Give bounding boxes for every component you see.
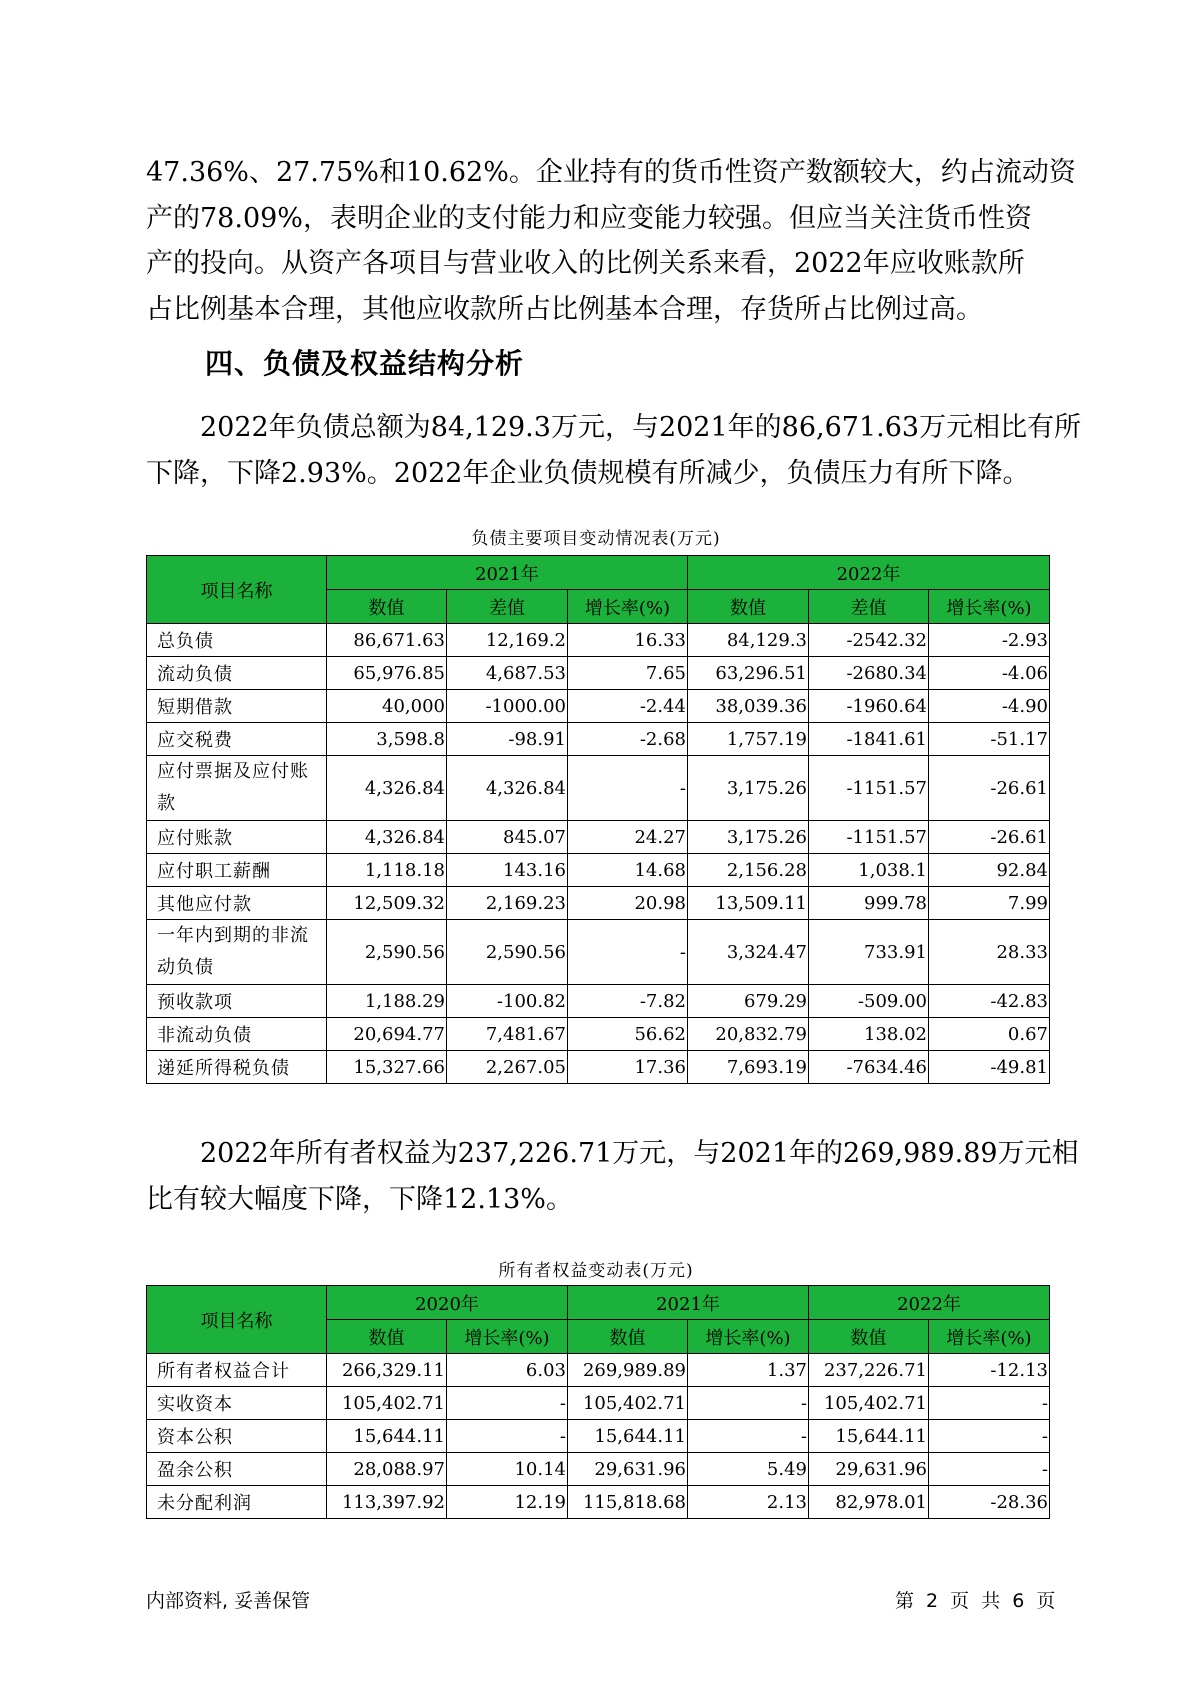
column-header: 数值 <box>688 590 809 624</box>
table-cell: 845.07 <box>447 821 568 854</box>
table-cell: 20,832.79 <box>688 1018 809 1051</box>
table-row <box>147 723 1050 756</box>
table-cell: 7.65 <box>568 657 688 690</box>
equity-table-body <box>147 1354 1050 1519</box>
table-cell: - <box>688 1420 809 1453</box>
table-cell: 2,267.05 <box>447 1051 568 1084</box>
row-label: 应付职工薪酬 <box>147 854 327 887</box>
table-cell: 15,644.11 <box>327 1420 447 1453</box>
table-cell: -1151.57 <box>809 821 929 854</box>
table-row <box>147 1051 1050 1084</box>
row-label: 一年内到期的非流动负债 <box>147 920 327 985</box>
column-header: 增长率(%) <box>688 1320 809 1354</box>
row-label: 预收款项 <box>147 985 327 1018</box>
debt-paragraph <box>146 405 1082 496</box>
table-cell: -49.81 <box>929 1051 1050 1084</box>
table-row <box>147 1420 1050 1453</box>
year-header: 2021年 <box>568 1286 809 1320</box>
row-label: 短期借款 <box>147 690 327 723</box>
table-cell: -26.61 <box>929 821 1050 854</box>
table-cell: - <box>568 920 688 985</box>
table-cell: 20,694.77 <box>327 1018 447 1051</box>
table-cell: 138.02 <box>809 1018 929 1051</box>
table-cell: 24.27 <box>568 821 688 854</box>
table-cell: -2.44 <box>568 690 688 723</box>
table-cell: 17.36 <box>568 1051 688 1084</box>
row-label: 所有者权益合计 <box>147 1354 327 1387</box>
debt-table <box>146 555 1050 1084</box>
table-cell: 28,088.97 <box>327 1453 447 1486</box>
table-cell: 105,402.71 <box>327 1387 447 1420</box>
item-name-header: 项目名称 <box>147 1286 327 1354</box>
table-cell: 7.99 <box>929 887 1050 920</box>
paragraph-line: 下降，下降2.93%。2022年企业负债规模有所减少，负债压力有所下降。 <box>146 457 1030 489</box>
paragraph-line: 产的78.09%，表明企业的支付能力和应变能力较强。但应当关注货币性资 <box>146 202 1032 234</box>
table-cell: - <box>929 1453 1050 1486</box>
footer-confidential-note: 内部资料, 妥善保管 <box>146 1590 311 1612</box>
table-cell: -2.68 <box>568 723 688 756</box>
column-header: 数值 <box>327 590 447 624</box>
table-cell: 1.37 <box>688 1354 809 1387</box>
table-cell: -4.06 <box>929 657 1050 690</box>
column-header: 差值 <box>809 590 929 624</box>
table-row <box>147 887 1050 920</box>
table-cell: 38,039.36 <box>688 690 809 723</box>
debt-table-caption: 负债主要项目变动情况表(万元) <box>471 529 721 549</box>
table-cell: -2.93 <box>929 624 1050 657</box>
paragraph-line: 2022年所有者权益为237,226.71万元，与2021年的269,989.89万元相 <box>146 1138 1079 1169</box>
equity-table-caption: 所有者权益变动表(万元) <box>498 1261 694 1281</box>
table-cell: 269,989.89 <box>568 1354 688 1387</box>
table-cell: 84,129.3 <box>688 624 809 657</box>
table-cell: -2542.32 <box>809 624 929 657</box>
table-cell: 29,631.96 <box>809 1453 929 1486</box>
table-cell: 15,644.11 <box>568 1420 688 1453</box>
table-cell: -26.61 <box>929 756 1050 821</box>
row-label: 总负债 <box>147 624 327 657</box>
table-cell: 3,175.26 <box>688 821 809 854</box>
table-cell: 3,175.26 <box>688 756 809 821</box>
table-cell: -1000.00 <box>447 690 568 723</box>
table-cell: 113,397.92 <box>327 1486 447 1519</box>
row-label: 流动负债 <box>147 657 327 690</box>
row-label: 资本公积 <box>147 1420 327 1453</box>
table-cell: 20.98 <box>568 887 688 920</box>
row-label: 未分配利润 <box>147 1486 327 1519</box>
table-cell: 14.68 <box>568 854 688 887</box>
table-row <box>147 1387 1050 1420</box>
table-cell: 266,329.11 <box>327 1354 447 1387</box>
table-cell: -42.83 <box>929 985 1050 1018</box>
table-cell: 105,402.71 <box>568 1387 688 1420</box>
table-cell: 2.13 <box>688 1486 809 1519</box>
table-cell: 13,509.11 <box>688 887 809 920</box>
paragraph-line: 2022年负债总额为84,129.3万元，与2021年的86,671.63万元相比有所 <box>146 412 1082 443</box>
section-heading: 四、负债及权益结构分析 <box>205 347 525 380</box>
table-cell: -7634.46 <box>809 1051 929 1084</box>
table-cell: 237,226.71 <box>809 1354 929 1387</box>
table-cell: -509.00 <box>809 985 929 1018</box>
row-label: 其他应付款 <box>147 887 327 920</box>
table-cell: 2,590.56 <box>327 920 447 985</box>
table-cell: - <box>929 1420 1050 1453</box>
table-row <box>147 920 1050 985</box>
table-cell: - <box>447 1420 568 1453</box>
table-cell: 2,169.23 <box>447 887 568 920</box>
paragraph-line: 47.36%、27.75%和10.62%。企业持有的货币性资产数额较大，约占流动资 <box>146 157 1076 188</box>
table-cell: 15,644.11 <box>809 1420 929 1453</box>
table-cell: 1,757.19 <box>688 723 809 756</box>
table-cell: - <box>688 1387 809 1420</box>
table-cell: 92.84 <box>929 854 1050 887</box>
table-row <box>147 1486 1050 1519</box>
table-cell: 82,978.01 <box>809 1486 929 1519</box>
table-cell: 733.91 <box>809 920 929 985</box>
table-cell: - <box>929 1387 1050 1420</box>
table-cell: 65,976.85 <box>327 657 447 690</box>
table-cell: 3,598.8 <box>327 723 447 756</box>
column-header: 数值 <box>568 1320 688 1354</box>
table-cell: 7,693.19 <box>688 1051 809 1084</box>
table-cell: -4.90 <box>929 690 1050 723</box>
table-cell: 56.62 <box>568 1018 688 1051</box>
table-cell: -28.36 <box>929 1486 1050 1519</box>
row-label: 应交税费 <box>147 723 327 756</box>
table-cell: 12,169.2 <box>447 624 568 657</box>
table-row <box>147 1453 1050 1486</box>
year-header: 2021年 <box>327 556 688 590</box>
table-cell: 679.29 <box>688 985 809 1018</box>
table-row <box>147 821 1050 854</box>
table-cell: -98.91 <box>447 723 568 756</box>
year-header: 2022年 <box>688 556 1050 590</box>
equity-paragraph <box>146 1131 1079 1222</box>
paragraph-line: 占比例基本合理，其他应收款所占比例基本合理，存货所占比例过高。 <box>146 293 983 325</box>
table-cell: 1,038.1 <box>809 854 929 887</box>
column-header: 数值 <box>327 1320 447 1354</box>
table-cell: 4,326.84 <box>327 821 447 854</box>
table-cell: 2,156.28 <box>688 854 809 887</box>
column-header: 增长率(%) <box>929 590 1050 624</box>
table-cell: 105,402.71 <box>809 1387 929 1420</box>
table-row <box>147 657 1050 690</box>
table-cell: 1,118.18 <box>327 854 447 887</box>
table-cell: 6.03 <box>447 1354 568 1387</box>
column-header: 增长率(%) <box>568 590 688 624</box>
table-cell: 0.67 <box>929 1018 1050 1051</box>
row-label: 非流动负债 <box>147 1018 327 1051</box>
debt-table-body <box>147 624 1050 1084</box>
intro-paragraph <box>146 150 1076 332</box>
table-cell: 86,671.63 <box>327 624 447 657</box>
column-header: 数值 <box>809 1320 929 1354</box>
table-cell: 999.78 <box>809 887 929 920</box>
table-row <box>147 985 1050 1018</box>
table-cell: 40,000 <box>327 690 447 723</box>
table-cell: 7,481.67 <box>447 1018 568 1051</box>
row-label: 实收资本 <box>147 1387 327 1420</box>
table-row <box>147 1018 1050 1051</box>
table-cell: -1960.64 <box>809 690 929 723</box>
table-cell: -7.82 <box>568 985 688 1018</box>
equity-table <box>146 1285 1050 1519</box>
table-row <box>147 690 1050 723</box>
table-cell: - <box>568 756 688 821</box>
table-cell: 2,590.56 <box>447 920 568 985</box>
table-cell: -1841.61 <box>809 723 929 756</box>
row-label: 盈余公积 <box>147 1453 327 1486</box>
table-cell: 12,509.32 <box>327 887 447 920</box>
table-row <box>147 1354 1050 1387</box>
table-cell: -51.17 <box>929 723 1050 756</box>
table-cell: 10.14 <box>447 1453 568 1486</box>
table-cell: -2680.34 <box>809 657 929 690</box>
row-label: 应付账款 <box>147 821 327 854</box>
table-cell: 12.19 <box>447 1486 568 1519</box>
table-cell: 16.33 <box>568 624 688 657</box>
table-cell: 3,324.47 <box>688 920 809 985</box>
year-header: 2020年 <box>327 1286 568 1320</box>
table-cell: 5.49 <box>688 1453 809 1486</box>
table-cell: 63,296.51 <box>688 657 809 690</box>
table-cell: 1,188.29 <box>327 985 447 1018</box>
item-name-header: 项目名称 <box>147 556 327 624</box>
table-row <box>147 624 1050 657</box>
table-cell: 28.33 <box>929 920 1050 985</box>
table-cell: 4,687.53 <box>447 657 568 690</box>
table-cell: -1151.57 <box>809 756 929 821</box>
table-row <box>147 854 1050 887</box>
table-cell: -12.13 <box>929 1354 1050 1387</box>
year-header: 2022年 <box>809 1286 1050 1320</box>
table-cell: -100.82 <box>447 985 568 1018</box>
table-row <box>147 756 1050 821</box>
table-cell: 15,327.66 <box>327 1051 447 1084</box>
paragraph-line: 比有较大幅度下降，下降12.13%。 <box>146 1183 573 1215</box>
table-cell: 29,631.96 <box>568 1453 688 1486</box>
page-number: 第 2 页 共 6 页 <box>895 1590 1056 1612</box>
table-cell: 115,818.68 <box>568 1486 688 1519</box>
table-cell: 4,326.84 <box>447 756 568 821</box>
paragraph-line: 产的投向。从资产各项目与营业收入的比例关系来看，2022年应收账款所 <box>146 248 1025 279</box>
column-header: 差值 <box>447 590 568 624</box>
table-cell: 4,326.84 <box>327 756 447 821</box>
row-label: 应付票据及应付账款 <box>147 756 327 821</box>
row-label: 递延所得税负债 <box>147 1051 327 1084</box>
table-cell: 143.16 <box>447 854 568 887</box>
column-header: 增长率(%) <box>929 1320 1050 1354</box>
table-cell: - <box>447 1387 568 1420</box>
column-header: 增长率(%) <box>447 1320 568 1354</box>
